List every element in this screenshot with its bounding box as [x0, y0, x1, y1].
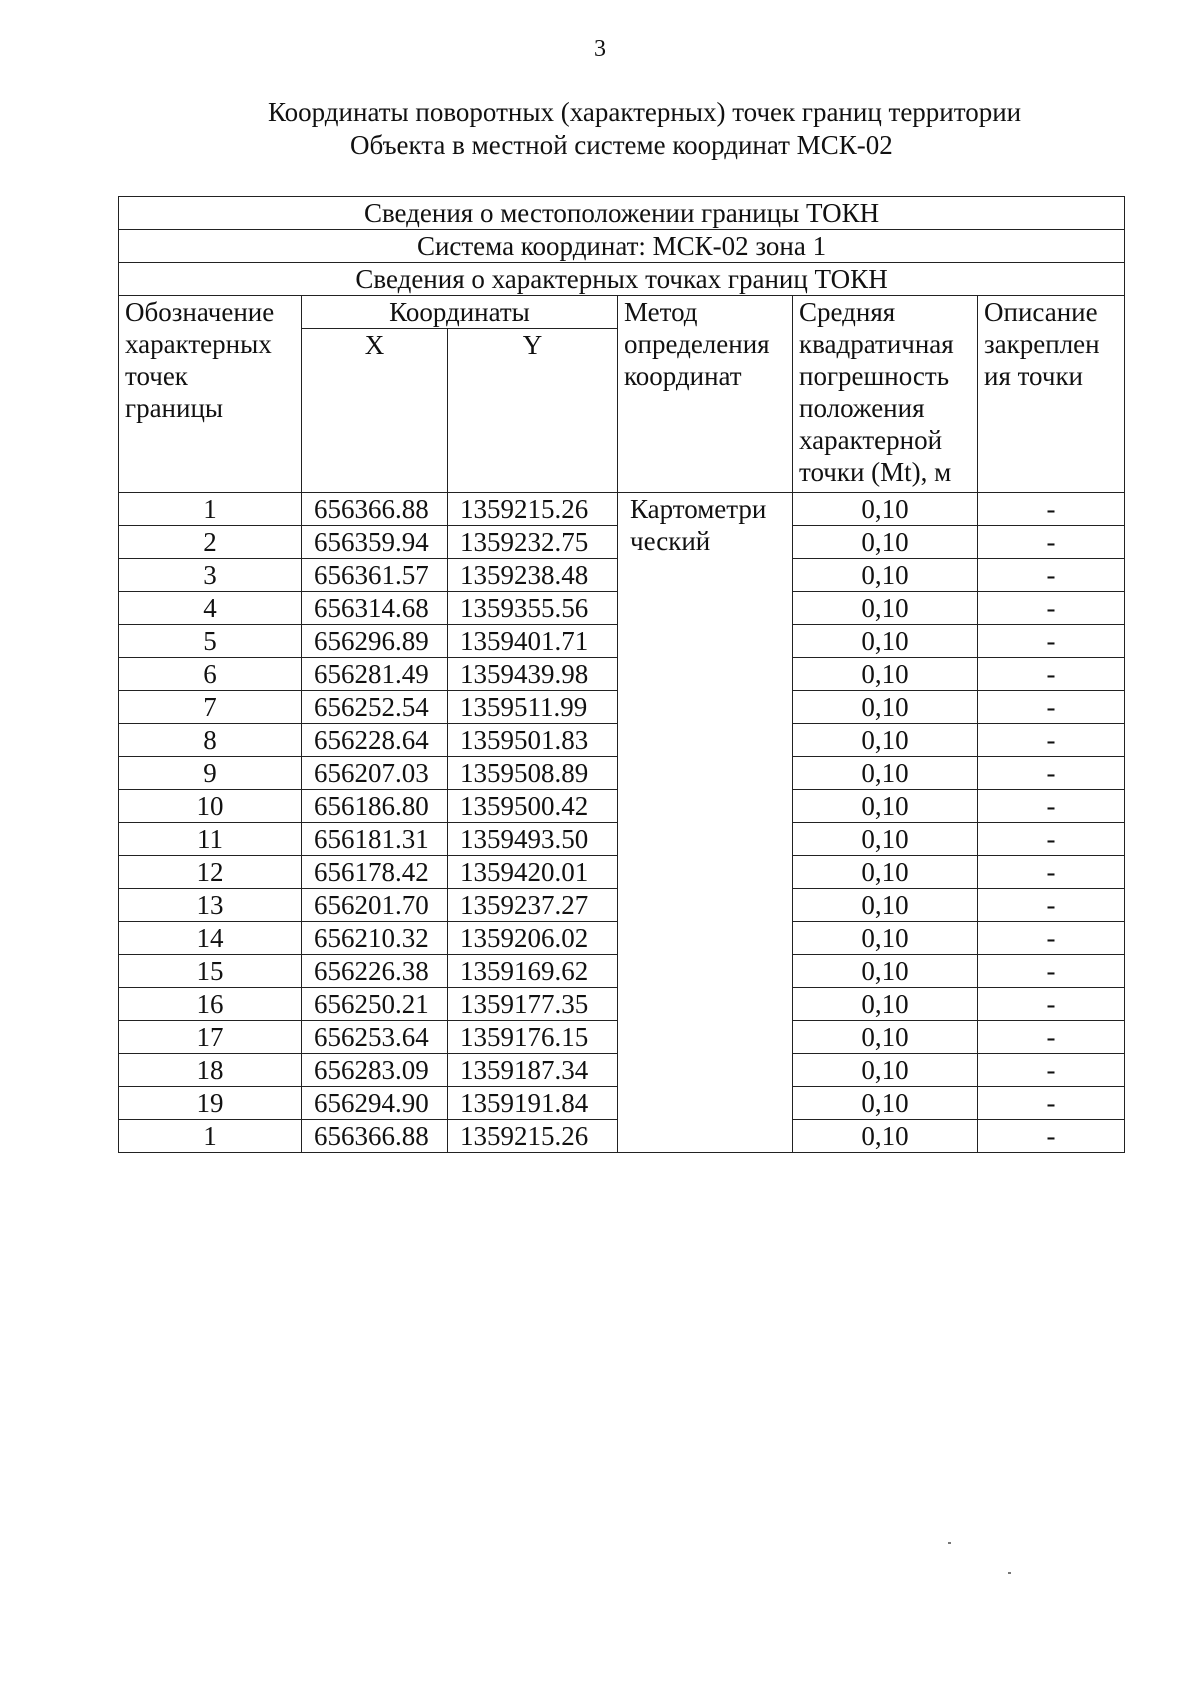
y-coordinate-cell: 1359508.89 — [448, 757, 618, 790]
point-number-cell: 19 — [119, 1087, 302, 1120]
description-cell: - — [978, 955, 1125, 988]
description-cell: - — [978, 592, 1125, 625]
mt-error-cell: 0,10 — [793, 559, 978, 592]
header-row-4 — [119, 296, 1125, 329]
y-coordinate-cell: 1359191.84 — [448, 1087, 618, 1120]
description-cell: - — [978, 1021, 1125, 1054]
point-number-cell: 11 — [119, 823, 302, 856]
y-coordinate-cell: 1359501.83 — [448, 724, 618, 757]
col-header-method-line: Метод — [624, 297, 698, 327]
y-coordinate-cell: 1359401.71 — [448, 625, 618, 658]
y-coordinate-cell: 1359420.01 — [448, 856, 618, 889]
point-number-cell: 12 — [119, 856, 302, 889]
description-cell: - — [978, 724, 1125, 757]
table-row — [119, 493, 1125, 526]
scan-artifact — [1008, 1572, 1011, 1574]
col-header-error-line: погрешность — [799, 361, 950, 391]
mt-error-cell: 0,10 — [793, 1021, 978, 1054]
point-number-cell: 16 — [119, 988, 302, 1021]
col-header-method — [618, 296, 793, 493]
header-row-3 — [119, 263, 1125, 296]
document-title — [260, 96, 1100, 162]
x-coordinate-cell: 656252.54 — [302, 691, 448, 724]
description-cell: - — [978, 526, 1125, 559]
y-coordinate-cell: 1359169.62 — [448, 955, 618, 988]
col-header-error-line: характерной — [799, 425, 943, 455]
description-cell: - — [978, 922, 1125, 955]
table-heading-points: Сведения о характерных точках границ ТОКН — [119, 263, 1125, 296]
description-cell: - — [978, 493, 1125, 526]
col-header-point-line: характерных — [125, 329, 272, 359]
x-coordinate-cell: 656226.38 — [302, 955, 448, 988]
col-header-point-line: точек — [125, 361, 188, 391]
col-header-description-line: Описание — [984, 297, 1098, 327]
x-coordinate-cell: 656294.90 — [302, 1087, 448, 1120]
mt-error-cell: 0,10 — [793, 1087, 978, 1120]
x-coordinate-cell: 656296.89 — [302, 625, 448, 658]
mt-error-cell: 0,10 — [793, 493, 978, 526]
point-number-cell: 18 — [119, 1054, 302, 1087]
x-coordinate-cell: 656178.42 — [302, 856, 448, 889]
mt-error-cell: 0,10 — [793, 922, 978, 955]
method-text-line: Картометри — [630, 494, 767, 524]
header-row-1 — [119, 197, 1125, 230]
description-cell: - — [978, 757, 1125, 790]
table-heading-location: Сведения о местоположении границы ТОКН — [119, 197, 1125, 230]
mt-error-cell: 0,10 — [793, 757, 978, 790]
col-header-error-line: точки (Mt), м — [799, 457, 952, 487]
y-coordinate-cell: 1359500.42 — [448, 790, 618, 823]
coordinates-table — [118, 196, 1125, 1153]
mt-error-cell: 0,10 — [793, 790, 978, 823]
y-coordinate-cell: 1359206.02 — [448, 922, 618, 955]
table-heading-coord-system: Система координат: МСК-02 зона 1 — [119, 230, 1125, 263]
description-cell: - — [978, 625, 1125, 658]
y-coordinate-cell: 1359177.35 — [448, 988, 618, 1021]
point-number-cell: 2 — [119, 526, 302, 559]
col-header-error-line: Средняя — [799, 297, 896, 327]
y-coordinate-cell: 1359187.34 — [448, 1054, 618, 1087]
x-coordinate-cell: 656228.64 — [302, 724, 448, 757]
point-number-cell: 13 — [119, 889, 302, 922]
point-number-cell: 6 — [119, 658, 302, 691]
mt-error-cell: 0,10 — [793, 724, 978, 757]
page-number: 3 — [594, 36, 606, 62]
description-cell: - — [978, 790, 1125, 823]
point-number-cell: 4 — [119, 592, 302, 625]
mt-error-cell: 0,10 — [793, 856, 978, 889]
x-coordinate-cell: 656314.68 — [302, 592, 448, 625]
x-coordinate-cell: 656283.09 — [302, 1054, 448, 1087]
description-cell: - — [978, 856, 1125, 889]
title-line-1: Координаты поворотных (характерных) точек границ территории — [268, 97, 1022, 127]
point-number-cell: 8 — [119, 724, 302, 757]
point-number-cell: 15 — [119, 955, 302, 988]
description-cell: - — [978, 889, 1125, 922]
title-line-2: Объекта в местной системе координат МСК-02 — [350, 130, 893, 160]
point-number-cell: 14 — [119, 922, 302, 955]
point-number-cell: 17 — [119, 1021, 302, 1054]
description-cell: - — [978, 1087, 1125, 1120]
mt-error-cell: 0,10 — [793, 625, 978, 658]
y-coordinate-cell: 1359238.48 — [448, 559, 618, 592]
description-cell: - — [978, 988, 1125, 1021]
x-coordinate-cell: 656207.03 — [302, 757, 448, 790]
x-coordinate-cell: 656250.21 — [302, 988, 448, 1021]
col-header-error — [793, 296, 978, 493]
description-cell: - — [978, 1054, 1125, 1087]
x-coordinate-cell: 656281.49 — [302, 658, 448, 691]
col-header-method-line: координат — [624, 361, 742, 391]
x-coordinate-cell: 656181.31 — [302, 823, 448, 856]
mt-error-cell: 0,10 — [793, 823, 978, 856]
description-cell: - — [978, 559, 1125, 592]
y-coordinate-cell: 1359176.15 — [448, 1021, 618, 1054]
col-header-description-line: закреплен — [984, 329, 1100, 359]
mt-error-cell: 0,10 — [793, 955, 978, 988]
scan-artifact — [948, 1542, 951, 1544]
x-coordinate-cell: 656201.70 — [302, 889, 448, 922]
mt-error-cell: 0,10 — [793, 1120, 978, 1153]
col-header-x: X — [302, 329, 448, 493]
x-coordinate-cell: 656253.64 — [302, 1021, 448, 1054]
mt-error-cell: 0,10 — [793, 526, 978, 559]
y-coordinate-cell: 1359511.99 — [448, 691, 618, 724]
description-cell: - — [978, 1120, 1125, 1153]
x-coordinate-cell: 656366.88 — [302, 493, 448, 526]
col-header-coordinates: Координаты — [302, 296, 618, 329]
col-header-error-line: положения — [799, 393, 925, 423]
mt-error-cell: 0,10 — [793, 658, 978, 691]
mt-error-cell: 0,10 — [793, 988, 978, 1021]
col-header-method-line: определения — [624, 329, 770, 359]
x-coordinate-cell: 656210.32 — [302, 922, 448, 955]
mt-error-cell: 0,10 — [793, 1054, 978, 1087]
point-number-cell: 5 — [119, 625, 302, 658]
x-coordinate-cell: 656186.80 — [302, 790, 448, 823]
y-coordinate-cell: 1359215.26 — [448, 1120, 618, 1153]
col-header-point-line: границы — [125, 393, 224, 423]
y-coordinate-cell: 1359215.26 — [448, 493, 618, 526]
header-row-2 — [119, 230, 1125, 263]
x-coordinate-cell: 656366.88 — [302, 1120, 448, 1153]
description-cell: - — [978, 658, 1125, 691]
col-header-description-line: ия точки — [984, 361, 1084, 391]
y-coordinate-cell: 1359232.75 — [448, 526, 618, 559]
y-coordinate-cell: 1359355.56 — [448, 592, 618, 625]
point-number-cell: 7 — [119, 691, 302, 724]
y-coordinate-cell: 1359493.50 — [448, 823, 618, 856]
mt-error-cell: 0,10 — [793, 592, 978, 625]
description-cell: - — [978, 691, 1125, 724]
col-header-point-line: Обозначение — [125, 297, 275, 327]
method-cell — [618, 493, 793, 1153]
point-number-cell: 10 — [119, 790, 302, 823]
col-header-description — [978, 296, 1125, 493]
col-header-point — [119, 296, 302, 493]
y-coordinate-cell: 1359439.98 — [448, 658, 618, 691]
description-cell: - — [978, 823, 1125, 856]
col-header-error-line: квадратичная — [799, 329, 954, 359]
x-coordinate-cell: 656359.94 — [302, 526, 448, 559]
point-number-cell: 3 — [119, 559, 302, 592]
point-number-cell: 1 — [119, 493, 302, 526]
point-number-cell: 9 — [119, 757, 302, 790]
col-header-y: Y — [448, 329, 618, 493]
x-coordinate-cell: 656361.57 — [302, 559, 448, 592]
y-coordinate-cell: 1359237.27 — [448, 889, 618, 922]
point-number-cell: 1 — [119, 1120, 302, 1153]
mt-error-cell: 0,10 — [793, 889, 978, 922]
mt-error-cell: 0,10 — [793, 691, 978, 724]
method-text-line: ческий — [630, 526, 711, 556]
